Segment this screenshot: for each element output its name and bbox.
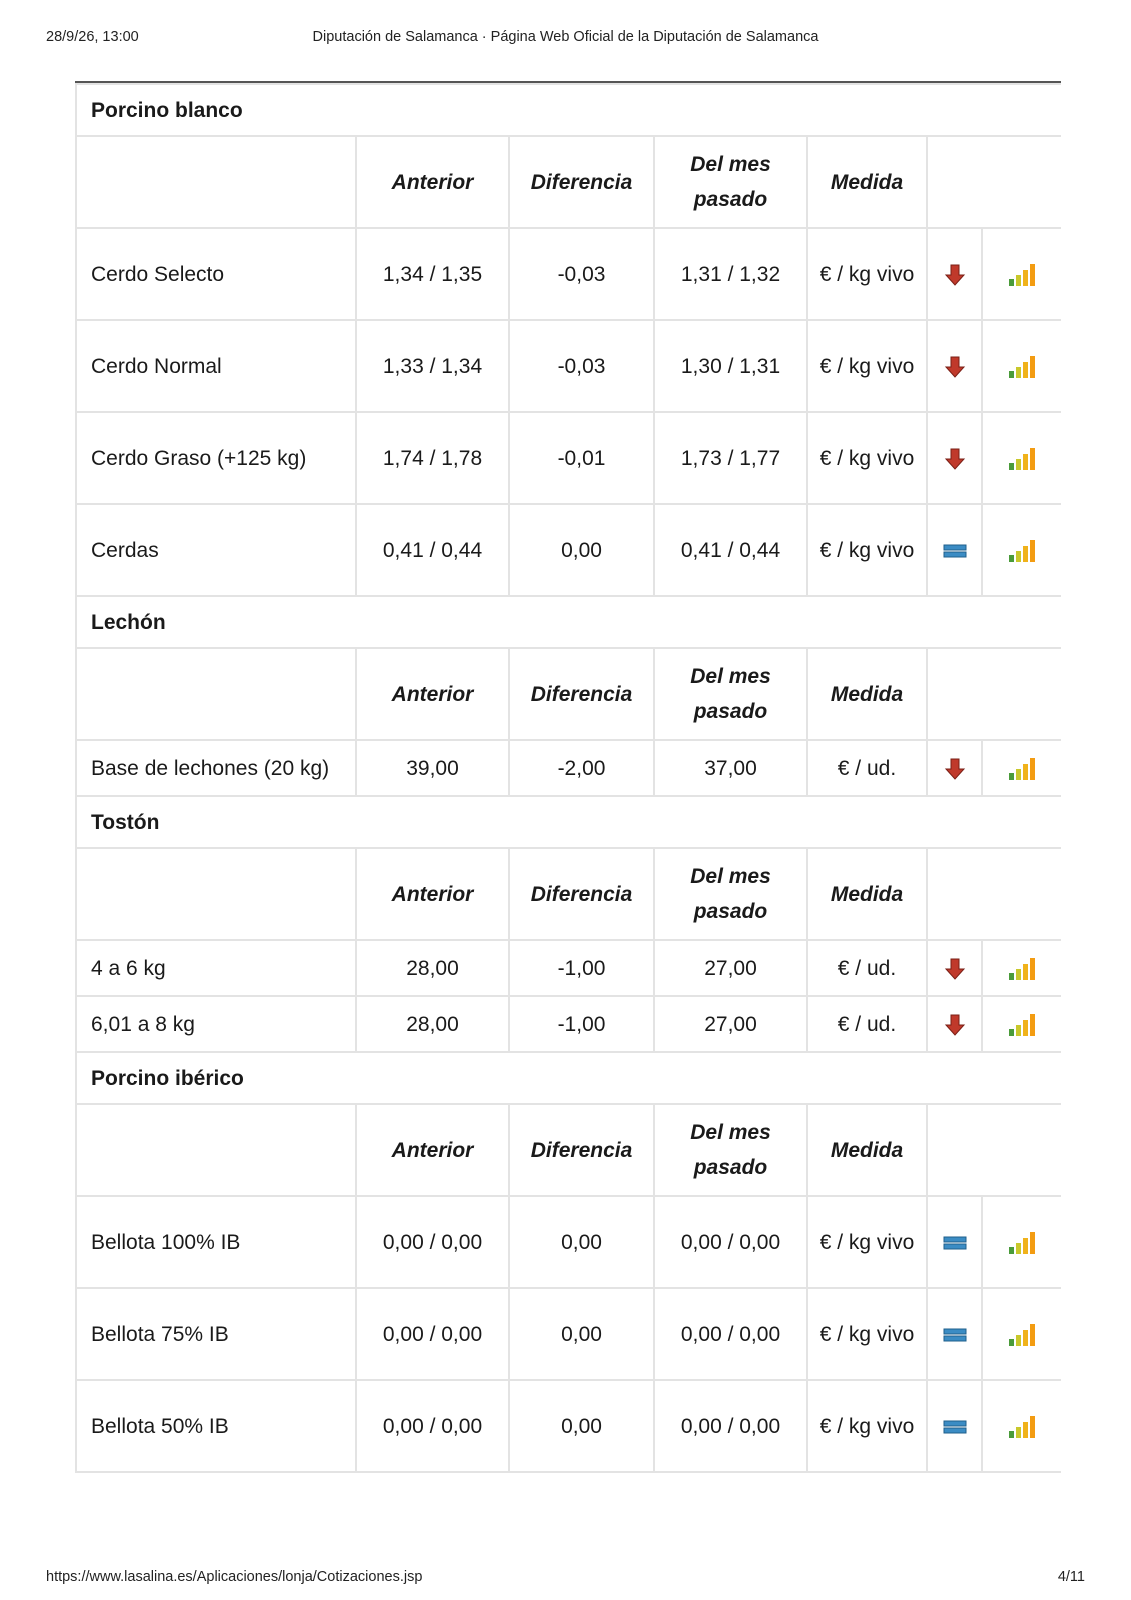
header-medida: Medida (807, 648, 927, 740)
anterior-value: 1,34 / 1,35 (356, 228, 509, 320)
medida-value: € / ud. (807, 940, 927, 996)
product-name: Bellota 50% IB (76, 1380, 356, 1472)
header-del-mes-pasado: Del mes pasado (654, 1104, 807, 1196)
section-title: Porcino blanco (76, 84, 1061, 136)
bar-chart-icon[interactable] (1007, 1414, 1037, 1440)
mes-pasado-value: 0,00 / 0,00 (654, 1196, 807, 1288)
section-header (76, 796, 1061, 848)
down-arrow-icon (943, 1013, 967, 1037)
product-name: 6,01 a 8 kg (76, 996, 356, 1052)
anterior-value: 0,00 / 0,00 (356, 1288, 509, 1380)
trend-cell (927, 320, 982, 412)
down-arrow-icon (943, 355, 967, 379)
medida-value: € / kg vivo (807, 1380, 927, 1472)
diferencia-value: -1,00 (509, 996, 654, 1052)
medida-value: € / kg vivo (807, 412, 927, 504)
diferencia-value: 0,00 (509, 504, 654, 596)
chart-cell[interactable] (982, 412, 1061, 504)
chart-cell[interactable] (982, 504, 1061, 596)
trend-cell (927, 740, 982, 796)
equal-icon (943, 1415, 967, 1439)
header-diferencia: Diferencia (509, 648, 654, 740)
bar-chart-icon[interactable] (1007, 538, 1037, 564)
down-arrow-icon (943, 757, 967, 781)
header-del-mes-pasado: Del mes pasado (654, 648, 807, 740)
product-name: Bellota 75% IB (76, 1288, 356, 1380)
header-medida: Medida (807, 1104, 927, 1196)
diferencia-value: -0,03 (509, 320, 654, 412)
header-medida: Medida (807, 136, 927, 228)
chart-cell[interactable] (982, 1380, 1061, 1472)
header-anterior: Anterior (356, 648, 509, 740)
header-icons (927, 648, 1061, 740)
anterior-value: 1,74 / 1,78 (356, 412, 509, 504)
mes-pasado-value: 27,00 (654, 940, 807, 996)
anterior-value: 1,33 / 1,34 (356, 320, 509, 412)
table-row (76, 228, 1061, 320)
medida-value: € / kg vivo (807, 1196, 927, 1288)
print-page-title: Diputación de Salamanca · Página Web Oficial de la Diputación de Salamanca (312, 29, 819, 45)
equal-icon (943, 1231, 967, 1255)
medida-value: € / ud. (807, 740, 927, 796)
header-medida: Medida (807, 848, 927, 940)
down-arrow-icon (943, 263, 967, 287)
product-name: Cerdo Selecto (76, 228, 356, 320)
column-header-row (76, 1104, 1061, 1196)
equal-icon (943, 539, 967, 563)
medida-value: € / kg vivo (807, 320, 927, 412)
medida-value: € / kg vivo (807, 228, 927, 320)
product-name: Cerdas (76, 504, 356, 596)
bar-chart-icon[interactable] (1007, 262, 1037, 288)
mes-pasado-value: 1,30 / 1,31 (654, 320, 807, 412)
quotations-table (75, 81, 1061, 1510)
mes-pasado-value: 27,00 (654, 996, 807, 1052)
bar-chart-icon[interactable] (1007, 1322, 1037, 1348)
anterior-value: 0,00 / 0,00 (356, 1196, 509, 1288)
mes-pasado-value: 1,73 / 1,77 (654, 412, 807, 504)
bar-chart-icon[interactable] (1007, 354, 1037, 380)
anterior-value: 39,00 (356, 740, 509, 796)
trend-cell (927, 1380, 982, 1472)
mes-pasado-value: 37,00 (654, 740, 807, 796)
print-datetime: 28/9/26, 13:00 (46, 29, 139, 45)
mes-pasado-value: 1,31 / 1,32 (654, 228, 807, 320)
bar-chart-icon[interactable] (1007, 756, 1037, 782)
bar-chart-icon[interactable] (1007, 1230, 1037, 1256)
table-row (76, 1196, 1061, 1288)
bar-chart-icon[interactable] (1007, 956, 1037, 982)
product-name: Cerdo Normal (76, 320, 356, 412)
down-arrow-icon (943, 447, 967, 471)
table-row (76, 740, 1061, 796)
section-header (76, 596, 1061, 648)
header-icons (927, 136, 1061, 228)
column-header-row (76, 136, 1061, 228)
bar-chart-icon[interactable] (1007, 446, 1037, 472)
chart-cell[interactable] (982, 1196, 1061, 1288)
product-name: Bellota 100% IB (76, 1196, 356, 1288)
table-row (76, 412, 1061, 504)
header-empty (76, 848, 356, 940)
anterior-value: 28,00 (356, 996, 509, 1052)
trend-cell (927, 412, 982, 504)
table-row (76, 996, 1061, 1052)
equal-icon (943, 1323, 967, 1347)
diferencia-value: 0,00 (509, 1380, 654, 1472)
chart-cell[interactable] (982, 1288, 1061, 1380)
diferencia-value: 0,00 (509, 1196, 654, 1288)
section-title: Porcino ibérico (76, 1052, 1061, 1104)
diferencia-value: -2,00 (509, 740, 654, 796)
header-empty (76, 136, 356, 228)
header-diferencia: Diferencia (509, 848, 654, 940)
mes-pasado-value: 0,41 / 0,44 (654, 504, 807, 596)
header-anterior: Anterior (356, 1104, 509, 1196)
header-diferencia: Diferencia (509, 136, 654, 228)
print-page-number: 4/11 (1057, 1569, 1085, 1585)
header-diferencia: Diferencia (509, 1104, 654, 1196)
diferencia-value: 0,00 (509, 1288, 654, 1380)
header-anterior: Anterior (356, 848, 509, 940)
print-url: https://www.lasalina.es/Aplicaciones/lonja/Cotizaciones.jsp (46, 1569, 423, 1585)
down-arrow-icon (943, 957, 967, 981)
trend-cell (927, 940, 982, 996)
diferencia-value: -0,01 (509, 412, 654, 504)
trend-cell (927, 1196, 982, 1288)
column-header-row (76, 848, 1061, 940)
diferencia-value: -1,00 (509, 940, 654, 996)
chart-cell[interactable] (982, 740, 1061, 796)
table-row (76, 1288, 1061, 1380)
section-header (76, 1052, 1061, 1104)
medida-value: € / ud. (807, 996, 927, 1052)
section-header (76, 84, 1061, 136)
header-empty (76, 648, 356, 740)
mes-pasado-value: 0,00 / 0,00 (654, 1288, 807, 1380)
header-empty (76, 1104, 356, 1196)
diferencia-value: -0,03 (509, 228, 654, 320)
trend-cell (927, 228, 982, 320)
trend-cell (927, 504, 982, 596)
product-name: Cerdo Graso (+125 kg) (76, 412, 356, 504)
table-row (76, 320, 1061, 412)
anterior-value: 28,00 (356, 940, 509, 996)
mes-pasado-value: 0,00 / 0,00 (654, 1380, 807, 1472)
medida-value: € / kg vivo (807, 1288, 927, 1380)
trend-cell (927, 1288, 982, 1380)
chart-cell[interactable] (982, 228, 1061, 320)
anterior-value: 0,00 / 0,00 (356, 1380, 509, 1472)
bar-chart-icon[interactable] (1007, 1012, 1037, 1038)
header-icons (927, 848, 1061, 940)
chart-cell[interactable] (982, 320, 1061, 412)
anterior-value: 0,41 / 0,44 (356, 504, 509, 596)
section-title: Lechón (76, 596, 1061, 648)
chart-cell[interactable] (982, 940, 1061, 996)
product-name: Base de lechones (20 kg) (76, 740, 356, 796)
product-name: 4 a 6 kg (76, 940, 356, 996)
medida-value: € / kg vivo (807, 504, 927, 596)
table-row (76, 940, 1061, 996)
header-del-mes-pasado: Del mes pasado (654, 848, 807, 940)
header-icons (927, 1104, 1061, 1196)
chart-cell[interactable] (982, 996, 1061, 1052)
trend-cell (927, 996, 982, 1052)
column-header-row (76, 648, 1061, 740)
header-del-mes-pasado: Del mes pasado (654, 136, 807, 228)
header-anterior: Anterior (356, 136, 509, 228)
table-row (76, 1380, 1061, 1472)
table-row (76, 504, 1061, 596)
section-title: Tostón (76, 796, 1061, 848)
